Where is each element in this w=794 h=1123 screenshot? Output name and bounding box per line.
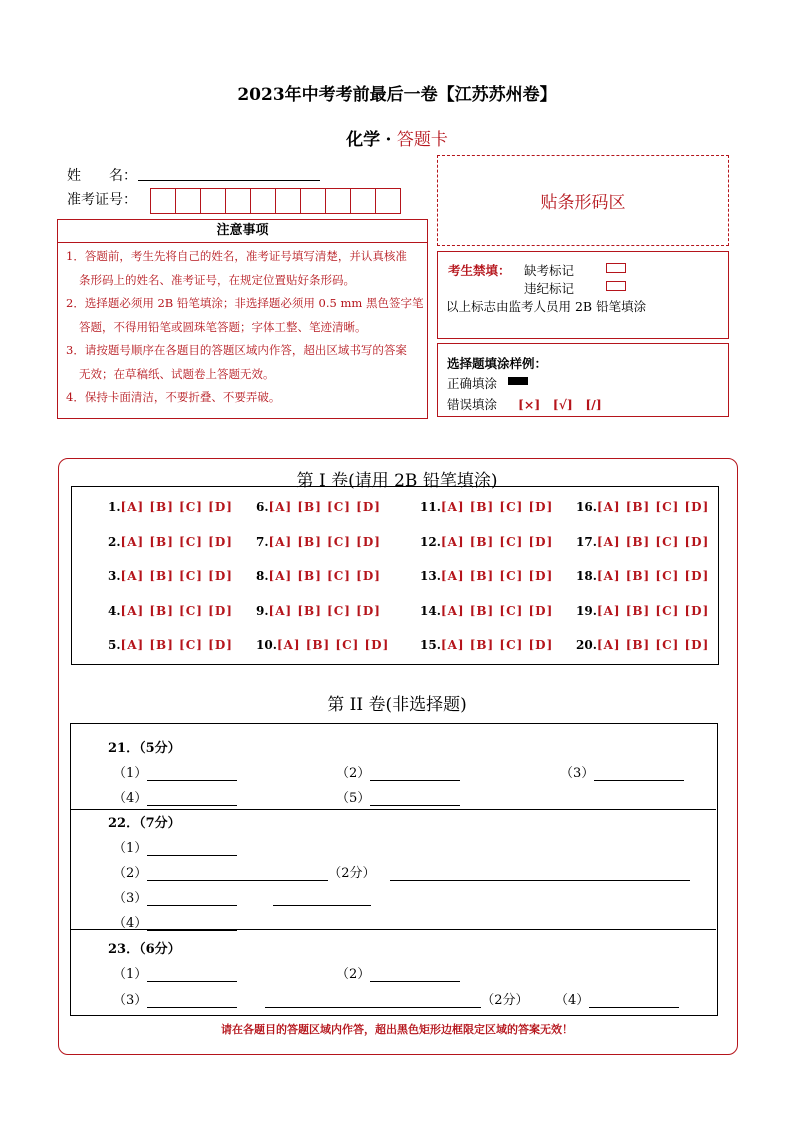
subtitle bbox=[0, 125, 794, 150]
mc-number: 11. bbox=[420, 500, 441, 514]
mc-number: 13. bbox=[420, 569, 441, 583]
id-number-boxes[interactable] bbox=[151, 188, 401, 214]
notice-line: 3．请按题号顺序在各题目的答题区域内作答，超出区域书写的答案 bbox=[66, 343, 407, 357]
id-digit-box[interactable] bbox=[275, 188, 301, 214]
mc-options[interactable]: [A] [B] [C] [D] bbox=[440, 638, 554, 652]
mc-options[interactable]: [A] [B] [C] [D] bbox=[120, 500, 233, 514]
id-digit-box[interactable] bbox=[350, 188, 376, 214]
mc-options[interactable]: [A] [B] [C] [D] bbox=[268, 569, 381, 583]
mc-question bbox=[420, 638, 553, 652]
mc-number: 5. bbox=[108, 638, 121, 652]
mc-number: 9. bbox=[256, 604, 269, 618]
mc-options[interactable]: [A] [B] [C] [D] bbox=[120, 638, 233, 652]
mc-question bbox=[108, 535, 233, 549]
mc-options[interactable]: [A] [B] [C] [D] bbox=[440, 500, 554, 514]
forbidden-box bbox=[437, 251, 729, 339]
divider bbox=[70, 809, 716, 810]
mc-options[interactable]: [A] [B] [C] [D] bbox=[268, 535, 381, 549]
q22-sub1: （1） bbox=[113, 837, 237, 856]
notice-line: 2．选择题必须用 2B 铅笔填涂；非选择题必须用 0.5 mm 黑色签字笔 bbox=[66, 296, 424, 310]
answer-line[interactable] bbox=[147, 918, 237, 931]
notice-heading-text: 注意事项 bbox=[216, 223, 269, 238]
mc-number: 3. bbox=[108, 569, 121, 583]
notice-box bbox=[57, 242, 428, 419]
answer-line[interactable] bbox=[265, 995, 481, 1008]
mc-options[interactable]: [A] [B] [C] [D] bbox=[276, 638, 390, 652]
id-digit-box[interactable] bbox=[300, 188, 326, 214]
answer-line[interactable] bbox=[589, 995, 679, 1008]
mc-question bbox=[108, 569, 233, 583]
answer-line[interactable] bbox=[390, 868, 690, 881]
mc-options[interactable]: [A] [B] [C] [D] bbox=[596, 569, 710, 583]
q23-heading: 23．（6分） bbox=[108, 942, 181, 957]
sample-wrong-marks: [×] [√] [/] bbox=[518, 397, 602, 412]
barcode-area bbox=[437, 155, 729, 246]
sample-heading: 选择题填涂样例： bbox=[447, 356, 548, 371]
id-digit-box[interactable] bbox=[375, 188, 401, 214]
q21-sub4: （4） bbox=[113, 787, 237, 806]
answer-line[interactable] bbox=[370, 969, 460, 982]
mc-number: 16. bbox=[576, 500, 597, 514]
mc-number: 15. bbox=[420, 638, 441, 652]
absent-label: 缺考标记 bbox=[524, 263, 575, 278]
mc-question bbox=[420, 535, 553, 549]
mc-question bbox=[576, 604, 709, 618]
mc-question bbox=[256, 569, 381, 583]
name-field[interactable] bbox=[138, 180, 320, 181]
answer-line[interactable] bbox=[147, 868, 328, 881]
q23-sub4: （4） bbox=[555, 989, 679, 1008]
q21-heading: 21．（5分） bbox=[108, 741, 181, 756]
mc-options[interactable]: [A] [B] [C] [D] bbox=[596, 535, 710, 549]
mc-question bbox=[256, 638, 389, 652]
page-title: 2023年中考考前最后一卷【江苏苏州卷】 bbox=[237, 85, 557, 105]
mc-options[interactable]: [A] [B] [C] [D] bbox=[596, 638, 710, 652]
mc-options[interactable]: [A] [B] [C] [D] bbox=[440, 569, 554, 583]
mc-number: 14. bbox=[420, 604, 441, 618]
answer-line[interactable] bbox=[147, 793, 237, 806]
notice-line: 4．保持卡面清洁，不要折叠、不要弄破。 bbox=[66, 390, 281, 404]
footer-warning: 请在各题目的答题区域内作答，超出黑色矩形边框限定区域的答案无效！ bbox=[221, 1023, 573, 1036]
mc-options[interactable]: [A] [B] [C] [D] bbox=[268, 500, 381, 514]
q22-heading: 22．（7分） bbox=[108, 816, 181, 831]
absent-mark[interactable] bbox=[606, 263, 626, 273]
q21-sub1: （1） bbox=[113, 762, 237, 781]
mc-question bbox=[420, 604, 553, 618]
notice-line: 条形码上的姓名、准考证号，在规定位置贴好条形码。 bbox=[79, 273, 355, 287]
id-digit-box[interactable] bbox=[325, 188, 351, 214]
q22-sub2: （2） （2分） bbox=[113, 862, 690, 881]
mc-question bbox=[576, 535, 709, 549]
mc-question bbox=[576, 638, 709, 652]
sample-wrong-label: 错误填涂 bbox=[447, 397, 498, 412]
mc-question bbox=[256, 604, 381, 618]
id-label: 准考证号： bbox=[67, 192, 137, 208]
sample-box bbox=[437, 343, 729, 417]
filled-mark-icon bbox=[508, 377, 528, 385]
q23-sub2: （2） bbox=[336, 963, 460, 982]
mc-number: 7. bbox=[256, 535, 269, 549]
mc-question bbox=[108, 638, 233, 652]
mc-number: 1. bbox=[108, 500, 121, 514]
forbidden-note: 以上标志由监考人员用 2B 铅笔填涂 bbox=[446, 299, 647, 314]
separator-dot: · bbox=[385, 130, 392, 150]
id-digit-box[interactable] bbox=[250, 188, 276, 214]
answer-line[interactable] bbox=[147, 843, 237, 856]
answer-line[interactable] bbox=[370, 768, 460, 781]
answer-line[interactable] bbox=[147, 768, 237, 781]
name-label: 姓 名： bbox=[67, 168, 137, 184]
q22-sub4: （4） bbox=[113, 912, 237, 931]
mc-question bbox=[420, 569, 553, 583]
q23-sub1: （1） bbox=[113, 963, 237, 982]
mc-number: 2. bbox=[108, 535, 121, 549]
part2-title: 第 II 卷(非选择题) bbox=[327, 695, 467, 715]
violation-label: 违纪标记 bbox=[524, 281, 575, 296]
part1-title: 第 I 卷(请用 2B 铅笔填涂) bbox=[296, 471, 498, 491]
mc-options[interactable]: [A] [B] [C] [D] bbox=[268, 604, 381, 618]
answer-line[interactable] bbox=[273, 893, 371, 906]
sample-correct-label: 正确填涂 bbox=[447, 376, 498, 391]
notice-heading bbox=[57, 219, 428, 243]
mc-number: 4. bbox=[108, 604, 121, 618]
card-label: 答题卡 bbox=[396, 130, 448, 150]
mc-question bbox=[256, 535, 381, 549]
mc-question bbox=[420, 500, 553, 514]
mc-number: 8. bbox=[256, 569, 269, 583]
mc-options[interactable]: [A] [B] [C] [D] bbox=[120, 569, 233, 583]
mc-number: 19. bbox=[576, 604, 597, 618]
mc-number: 18. bbox=[576, 569, 597, 583]
mc-number: 20. bbox=[576, 638, 597, 652]
notice-line: 无效；在草稿纸、试题卷上答题无效。 bbox=[79, 367, 275, 381]
mc-question bbox=[108, 500, 233, 514]
mc-options[interactable]: [A] [B] [C] [D] bbox=[596, 500, 710, 514]
barcode-label: 贴条形码区 bbox=[540, 193, 626, 213]
q21-sub2: （2） bbox=[336, 762, 460, 781]
mc-options[interactable]: [A] [B] [C] [D] bbox=[120, 535, 233, 549]
mc-number: 17. bbox=[576, 535, 597, 549]
mc-options[interactable]: [A] [B] [C] [D] bbox=[596, 604, 710, 618]
mc-question bbox=[256, 500, 381, 514]
mc-options[interactable]: [A] [B] [C] [D] bbox=[440, 535, 554, 549]
mc-number: 10. bbox=[256, 638, 277, 652]
id-digit-box[interactable] bbox=[225, 188, 251, 214]
answer-line[interactable] bbox=[370, 793, 460, 806]
answer-line[interactable] bbox=[147, 995, 237, 1008]
answer-line[interactable] bbox=[147, 893, 237, 906]
answer-line[interactable] bbox=[594, 768, 684, 781]
q22-sub3: （3） bbox=[113, 887, 371, 906]
q23-sub3: （3） （2分） bbox=[113, 993, 529, 1008]
mc-options[interactable]: [A] [B] [C] [D] bbox=[120, 604, 233, 618]
mc-question bbox=[576, 500, 709, 514]
q21-sub5: （5） bbox=[336, 787, 460, 806]
notice-line: 答题，不得用铅笔或圆珠笔答题；字体工整、笔迹清晰。 bbox=[79, 320, 367, 334]
violation-mark[interactable] bbox=[606, 281, 626, 291]
mc-question bbox=[576, 569, 709, 583]
answer-line[interactable] bbox=[147, 969, 237, 982]
id-digit-box[interactable] bbox=[175, 188, 201, 214]
id-digit-box[interactable] bbox=[200, 188, 226, 214]
q21-sub3: （3） bbox=[560, 762, 684, 781]
forbidden-label: 考生禁填： bbox=[448, 263, 511, 278]
id-digit-box[interactable] bbox=[150, 188, 176, 214]
mc-question bbox=[108, 604, 233, 618]
mc-number: 12. bbox=[420, 535, 441, 549]
mc-options[interactable]: [A] [B] [C] [D] bbox=[440, 604, 554, 618]
mc-number: 6. bbox=[256, 500, 269, 514]
subject-label: 化学 bbox=[346, 130, 381, 150]
notice-line: 1．答题前，考生先将自己的姓名，准考证号填写清楚，并认真核准 bbox=[66, 249, 407, 263]
